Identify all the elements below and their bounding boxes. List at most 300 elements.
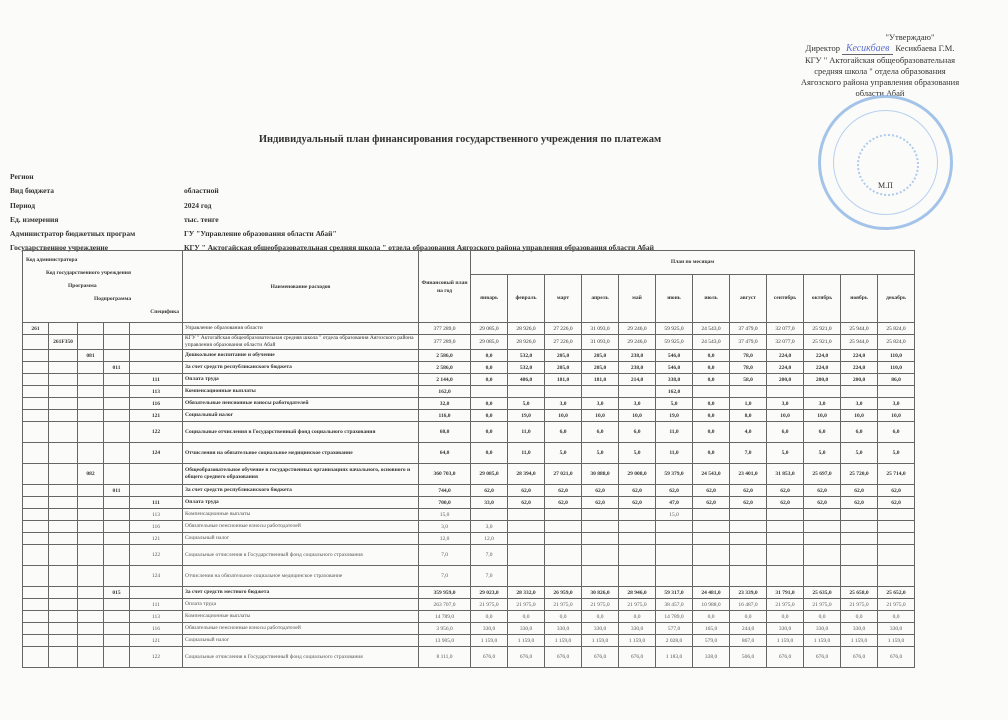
month-value-cell: [878, 509, 915, 521]
expense-name-cell: Компенсационные выплаты: [183, 386, 419, 398]
month-value-cell: 1 159,0: [841, 635, 878, 647]
table-body: [23, 323, 915, 668]
expense-name-cell: Обязательные пенсионные взносы работодателей: [183, 521, 419, 533]
institution-code-cell: [49, 509, 78, 521]
month-value-cell: 10,0: [582, 410, 619, 422]
table-row: [23, 611, 915, 623]
admin-code-cell: [23, 587, 49, 599]
month-value-cell: [693, 545, 730, 566]
institution-code-cell: [49, 464, 78, 485]
month-value-cell: 110,0: [878, 362, 915, 374]
month-value-cell: [545, 533, 582, 545]
expense-name-cell: Оплата труда: [183, 599, 419, 611]
month-value-cell: 676,0: [545, 647, 582, 668]
month-value-cell: [767, 533, 804, 545]
month-value-cell: 0,0: [878, 611, 915, 623]
month-value-cell: [693, 386, 730, 398]
program-code-cell: [78, 335, 104, 350]
meta-key: Регион: [10, 172, 34, 181]
table-row: [23, 350, 915, 362]
month-value-cell: 224,0: [804, 350, 841, 362]
month-value-cell: 5,0: [619, 443, 656, 464]
subprogram-code-cell: [104, 509, 130, 521]
month-value-cell: 28 926,0: [508, 335, 545, 350]
specific-code-cell: 111: [130, 497, 183, 509]
program-code-cell: [78, 374, 104, 386]
expense-name-cell: Обязательные пенсионные взносы работодателей: [183, 398, 419, 410]
approval-org-line: области Абай: [855, 88, 905, 98]
month-value-cell: 11,0: [656, 422, 693, 443]
annual-plan-cell: 64,0: [419, 443, 471, 464]
month-value-cell: 532,0: [508, 362, 545, 374]
specific-code-cell: 122: [130, 647, 183, 668]
month-value-cell: 0,0: [693, 410, 730, 422]
month-value-cell: [841, 521, 878, 533]
institution-code-cell: [49, 521, 78, 533]
admin-code-cell: [23, 521, 49, 533]
meta-key: Вид бюджета: [10, 186, 55, 196]
admin-code-cell: [23, 386, 49, 398]
program-code-cell: [78, 497, 104, 509]
month-value-cell: [508, 521, 545, 533]
table-row: [23, 521, 915, 533]
expense-name-cell: Обязательные пенсионные взносы работодателей: [183, 623, 419, 635]
official-stamp: [818, 95, 953, 230]
month-value-cell: 330,0: [767, 623, 804, 635]
admin-code-cell: [23, 350, 49, 362]
annual-plan-cell: 32,0: [419, 398, 471, 410]
institution-code-cell: [49, 635, 78, 647]
institution-code-cell: [49, 485, 78, 497]
institution-code-cell: [49, 497, 78, 509]
month-value-cell: 162,0: [656, 386, 693, 398]
month-value-cell: [545, 509, 582, 521]
specific-code-cell: [130, 335, 183, 350]
month-value-cell: 3,0: [545, 398, 582, 410]
month-value-cell: 25 824,0: [878, 323, 915, 335]
annual-plan-cell: 7,0: [419, 566, 471, 587]
program-code-cell: [78, 599, 104, 611]
month-value-cell: [693, 566, 730, 587]
annual-plan-cell: 116,0: [419, 410, 471, 422]
month-value-cell: 32 077,0: [767, 323, 804, 335]
month-value-cell: [767, 386, 804, 398]
admin-code-cell: [23, 611, 49, 623]
month-value-cell: 1 159,0: [619, 635, 656, 647]
month-value-cell: 58,0: [730, 374, 767, 386]
month-value-cell: 5,0: [841, 443, 878, 464]
month-value-cell: 7,0: [471, 545, 508, 566]
month-value-cell: 238,0: [619, 362, 656, 374]
institution-code-cell: [49, 362, 78, 374]
table-row: [23, 623, 915, 635]
month-value-cell: 62,0: [545, 485, 582, 497]
month-value-cell: 29 008,0: [619, 464, 656, 485]
month-value-cell: 16 487,0: [730, 599, 767, 611]
month-value-cell: 224,0: [841, 362, 878, 374]
month-value-cell: 25 697,0: [804, 464, 841, 485]
subprogram-code-cell: 015: [104, 587, 130, 599]
month-value-cell: [582, 386, 619, 398]
month-value-cell: 1 159,0: [582, 635, 619, 647]
month-value-cell: 59 379,0: [656, 464, 693, 485]
month-value-cell: [545, 521, 582, 533]
stamp-label: М.П: [878, 181, 893, 190]
month-value-cell: [730, 509, 767, 521]
month-value-cell: 62,0: [693, 497, 730, 509]
month-value-cell: 676,0: [582, 647, 619, 668]
month-value-cell: 86,0: [878, 374, 915, 386]
expense-name-cell: Отчисления на обязательное социальное медицинское страхование: [183, 566, 419, 587]
expense-name-cell: Социальный налог: [183, 533, 419, 545]
admin-code-cell: [23, 635, 49, 647]
month-header: август: [730, 274, 767, 322]
month-value-cell: 0,0: [693, 350, 730, 362]
subprogram-code-cell: [104, 545, 130, 566]
annual-plan-cell: 68,0: [419, 422, 471, 443]
specific-code-cell: [130, 587, 183, 599]
month-value-cell: 29 085,0: [471, 335, 508, 350]
month-value-cell: 24 543,0: [693, 335, 730, 350]
month-value-cell: 21 975,0: [619, 599, 656, 611]
subprogram-code-cell: [104, 497, 130, 509]
table-row: [23, 422, 915, 443]
month-value-cell: 21 975,0: [841, 599, 878, 611]
month-value-cell: 224,0: [767, 350, 804, 362]
institution-code-cell: [49, 386, 78, 398]
expense-name-cell: Управление образования области: [183, 323, 419, 335]
institution-code-cell: [49, 443, 78, 464]
month-value-cell: 11,0: [508, 422, 545, 443]
institution-code-cell: [49, 611, 78, 623]
month-value-cell: 1 159,0: [471, 635, 508, 647]
month-value-cell: 1 159,0: [508, 635, 545, 647]
month-value-cell: [878, 521, 915, 533]
month-value-cell: 5,0: [767, 443, 804, 464]
month-value-cell: 62,0: [841, 497, 878, 509]
month-value-cell: [656, 566, 693, 587]
month-value-cell: 14 789,0: [656, 611, 693, 623]
subprogram-code-cell: [104, 521, 130, 533]
month-value-cell: 24 543,0: [693, 464, 730, 485]
month-value-cell: 506,0: [730, 647, 767, 668]
month-value-cell: [804, 533, 841, 545]
specific-code-cell: 121: [130, 410, 183, 422]
month-value-cell: 546,0: [656, 362, 693, 374]
month-value-cell: 62,0: [730, 485, 767, 497]
month-value-cell: 28 946,0: [619, 587, 656, 599]
month-value-cell: [804, 566, 841, 587]
month-value-cell: 3,0: [471, 521, 508, 533]
month-value-cell: 867,0: [730, 635, 767, 647]
annual-plan-cell: 359 959,0: [419, 587, 471, 599]
month-value-cell: 338,0: [656, 374, 693, 386]
month-value-cell: 200,0: [804, 374, 841, 386]
annual-plan-cell: 162,0: [419, 386, 471, 398]
admin-code-cell: [23, 374, 49, 386]
month-value-cell: 3,0: [878, 398, 915, 410]
document-meta: [10, 170, 654, 256]
month-value-cell: 59 317,0: [656, 587, 693, 599]
month-value-cell: 29 023,0: [471, 587, 508, 599]
month-value-cell: 3,0: [582, 398, 619, 410]
month-value-cell: 21 975,0: [767, 599, 804, 611]
institution-code-cell: [49, 587, 78, 599]
month-value-cell: 37 479,0: [730, 335, 767, 350]
table-row: [23, 545, 915, 566]
expense-name-cell: Отчисления на обязательное социальное медицинское страхование: [183, 443, 419, 464]
subprogram-code-cell: [104, 350, 130, 362]
month-value-cell: 28 332,0: [508, 587, 545, 599]
annual-plan-cell: 2 144,0: [419, 374, 471, 386]
expense-name-cell: Оплата труда: [183, 497, 419, 509]
month-value-cell: [841, 386, 878, 398]
month-value-cell: 5,0: [878, 443, 915, 464]
month-value-cell: [730, 545, 767, 566]
month-value-cell: 181,0: [545, 374, 582, 386]
month-value-cell: 19,0: [508, 410, 545, 422]
subprogram-code-cell: [104, 422, 130, 443]
admin-code-cell: [23, 335, 49, 350]
expense-name-cell: Социальные отчисления в Государственный фонд социального страхования: [183, 545, 419, 566]
month-header: ноябрь: [841, 274, 878, 322]
table-row: [23, 587, 915, 599]
month-value-cell: [878, 386, 915, 398]
month-value-cell: [841, 509, 878, 521]
month-value-cell: 62,0: [878, 497, 915, 509]
program-code-cell: [78, 566, 104, 587]
month-value-cell: [878, 533, 915, 545]
subprogram-code-cell: [104, 335, 130, 350]
annual-plan-cell: 13 905,0: [419, 635, 471, 647]
month-value-cell: 1 183,0: [656, 647, 693, 668]
month-value-cell: 28 394,0: [508, 464, 545, 485]
month-value-cell: 676,0: [619, 647, 656, 668]
month-header: февраль: [508, 274, 545, 322]
month-value-cell: 62,0: [508, 497, 545, 509]
month-value-cell: [656, 521, 693, 533]
annual-plan-cell: 2 586,0: [419, 362, 471, 374]
month-value-cell: 25 635,0: [804, 587, 841, 599]
month-value-cell: 62,0: [841, 485, 878, 497]
month-value-cell: [730, 521, 767, 533]
month-value-cell: 62,0: [619, 497, 656, 509]
month-value-cell: [545, 386, 582, 398]
expense-name-cell: За счет средств местного бюджета: [183, 587, 419, 599]
month-value-cell: 330,0: [582, 623, 619, 635]
annual-plan-cell: 377 289,0: [419, 323, 471, 335]
month-value-cell: 59 925,0: [656, 335, 693, 350]
month-value-cell: [582, 509, 619, 521]
month-value-cell: 0,0: [619, 611, 656, 623]
subprogram-code-cell: [104, 635, 130, 647]
admin-code-cell: [23, 545, 49, 566]
month-value-cell: [767, 509, 804, 521]
month-value-cell: [619, 566, 656, 587]
month-value-cell: [582, 533, 619, 545]
month-value-cell: [619, 521, 656, 533]
month-value-cell: [508, 533, 545, 545]
financing-plan-table: [22, 250, 915, 668]
annual-plan-cell: 377 289,0: [419, 335, 471, 350]
institution-code-cell: [49, 545, 78, 566]
month-value-cell: 25 921,0: [804, 335, 841, 350]
admin-code-cell: [23, 647, 49, 668]
month-value-cell: 62,0: [730, 497, 767, 509]
month-header: март: [545, 274, 582, 322]
meta-row: [10, 184, 654, 198]
month-header: июнь: [656, 274, 693, 322]
month-value-cell: 10,0: [841, 410, 878, 422]
institution-code-cell: [49, 422, 78, 443]
month-value-cell: 10,0: [878, 410, 915, 422]
institution-code-cell: [49, 398, 78, 410]
month-value-cell: 5,0: [545, 443, 582, 464]
month-header: январь: [471, 274, 508, 322]
month-value-cell: 0,0: [693, 422, 730, 443]
month-value-cell: 244,0: [730, 623, 767, 635]
table-row: [23, 497, 915, 509]
month-value-cell: [582, 545, 619, 566]
month-value-cell: 676,0: [878, 647, 915, 668]
month-header: сентябрь: [767, 274, 804, 322]
month-value-cell: 224,0: [841, 350, 878, 362]
month-value-cell: 0,0: [545, 611, 582, 623]
month-value-cell: 29 085,0: [471, 464, 508, 485]
month-value-cell: 11,0: [656, 443, 693, 464]
month-header: октябрь: [804, 274, 841, 322]
admin-code-cell: [23, 443, 49, 464]
month-value-cell: 6,0: [878, 422, 915, 443]
month-value-cell: 205,0: [582, 362, 619, 374]
header-expense-name: Наименование расходов: [183, 251, 419, 323]
specific-code-cell: 122: [130, 545, 183, 566]
month-value-cell: 25 944,0: [841, 335, 878, 350]
month-value-cell: 62,0: [619, 485, 656, 497]
month-value-cell: 330,0: [619, 623, 656, 635]
institution-code-cell: [49, 374, 78, 386]
month-value-cell: 78,0: [730, 350, 767, 362]
month-value-cell: 38 457,0: [656, 599, 693, 611]
month-value-cell: [582, 566, 619, 587]
month-value-cell: 62,0: [545, 497, 582, 509]
subprogram-code-cell: [104, 647, 130, 668]
month-value-cell: 62,0: [656, 485, 693, 497]
month-value-cell: 25 658,0: [841, 587, 878, 599]
subprogram-code-cell: [104, 323, 130, 335]
table-row: [23, 335, 915, 350]
table-row: [23, 386, 915, 398]
month-value-cell: 23 339,0: [730, 587, 767, 599]
month-value-cell: [878, 545, 915, 566]
admin-code-cell: [23, 422, 49, 443]
month-value-cell: 6,0: [841, 422, 878, 443]
month-value-cell: 28 926,0: [508, 323, 545, 335]
month-value-cell: 21 975,0: [471, 599, 508, 611]
specific-code-cell: 124: [130, 566, 183, 587]
month-value-cell: 59 925,0: [656, 323, 693, 335]
annual-plan-cell: 7,0: [419, 545, 471, 566]
month-value-cell: 4,0: [730, 422, 767, 443]
subprogram-code-cell: [104, 566, 130, 587]
program-code-cell: 081: [78, 350, 104, 362]
month-value-cell: 330,0: [471, 623, 508, 635]
specific-code-cell: [130, 362, 183, 374]
month-value-cell: 205,0: [582, 350, 619, 362]
program-code-cell: [78, 323, 104, 335]
month-value-cell: [619, 533, 656, 545]
month-value-cell: 30 826,0: [582, 587, 619, 599]
table-row: [23, 323, 915, 335]
meta-row: [10, 213, 654, 227]
annual-plan-cell: 263 707,0: [419, 599, 471, 611]
month-value-cell: 6,0: [619, 422, 656, 443]
month-value-cell: [471, 509, 508, 521]
month-value-cell: 330,0: [804, 623, 841, 635]
annual-plan-cell: 360 703,0: [419, 464, 471, 485]
month-value-cell: 31 093,0: [582, 335, 619, 350]
table-row: [23, 374, 915, 386]
expense-name-cell: Компенсационные выплаты: [183, 611, 419, 623]
month-value-cell: 0,0: [767, 611, 804, 623]
meta-value: КГУ " Актогайская общеобразовательная средняя школа " отдела образования Аягозского района управления образования области Абай: [184, 243, 655, 253]
program-code-cell: [78, 623, 104, 635]
month-value-cell: 27 021,0: [545, 464, 582, 485]
month-value-cell: 78,0: [730, 362, 767, 374]
month-value-cell: [767, 521, 804, 533]
admin-code-cell: [23, 623, 49, 635]
month-value-cell: 5,0: [582, 443, 619, 464]
subprogram-code-cell: 011: [104, 362, 130, 374]
program-code-cell: [78, 545, 104, 566]
month-value-cell: 27 226,0: [545, 323, 582, 335]
header-annual-plan: Финансовый план на год: [419, 251, 471, 323]
month-value-cell: 224,0: [804, 362, 841, 374]
table-row: [23, 635, 915, 647]
annual-plan-cell: 2 586,0: [419, 350, 471, 362]
month-value-cell: 10,0: [804, 410, 841, 422]
admin-code-cell: [23, 497, 49, 509]
month-value-cell: 12,0: [471, 533, 508, 545]
approval-org-line: Аягозского района управления образования: [800, 77, 960, 87]
month-value-cell: 0,0: [508, 611, 545, 623]
month-value-cell: 8,0: [730, 410, 767, 422]
specific-code-cell: 116: [130, 623, 183, 635]
month-value-cell: 546,0: [656, 350, 693, 362]
month-value-cell: [730, 533, 767, 545]
codes-header: [23, 251, 183, 323]
month-value-cell: 19,0: [656, 410, 693, 422]
month-value-cell: 21 975,0: [878, 599, 915, 611]
program-code-cell: [78, 422, 104, 443]
approval-block: [760, 32, 1000, 99]
program-code-cell: [78, 521, 104, 533]
subprogram-code-cell: [104, 533, 130, 545]
institution-code-cell: [49, 566, 78, 587]
month-value-cell: 33,0: [471, 497, 508, 509]
month-value-cell: 214,0: [619, 374, 656, 386]
month-value-cell: [508, 509, 545, 521]
month-value-cell: 0,0: [804, 611, 841, 623]
director-line: [760, 43, 1000, 55]
table-row: [23, 533, 915, 545]
program-code-cell: [78, 362, 104, 374]
month-value-cell: 25 944,0: [841, 323, 878, 335]
month-value-cell: 25 720,0: [841, 464, 878, 485]
month-value-cell: 31 791,0: [767, 587, 804, 599]
institution-code-cell: 261F350: [49, 335, 78, 350]
month-value-cell: 205,0: [545, 350, 582, 362]
